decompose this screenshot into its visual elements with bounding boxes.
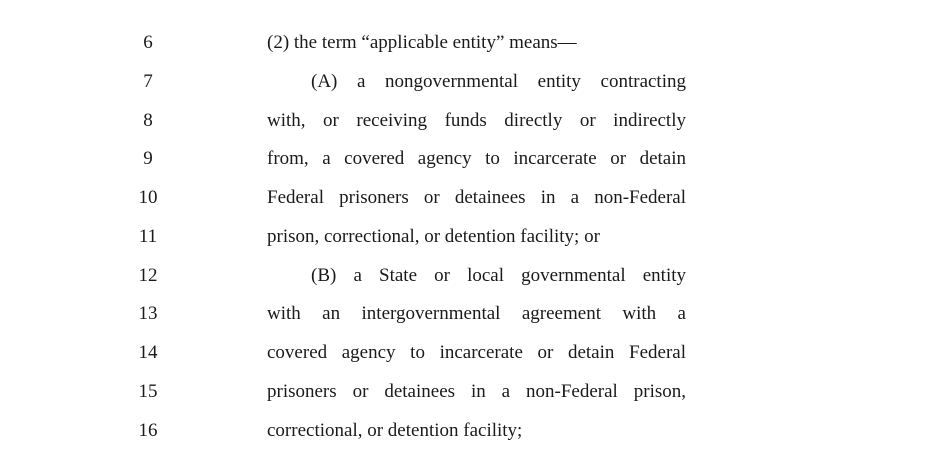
line-text: prisoners or detainees in a non-Federal prison, — [267, 381, 686, 402]
document-line — [0, 419, 931, 458]
line-text: prison, correctional, or detention facility; or — [267, 226, 600, 247]
document-line — [0, 186, 931, 225]
line-number: 8 — [143, 110, 153, 131]
line-number: 7 — [143, 71, 153, 92]
line-number: 11 — [138, 226, 158, 247]
line-number: 14 — [138, 342, 158, 363]
line-number: 16 — [138, 420, 158, 441]
document-line — [0, 302, 931, 341]
document-line — [0, 225, 931, 264]
line-text: (B) a State or local governmental entity — [311, 265, 686, 286]
document-line — [0, 341, 931, 380]
line-number: 6 — [143, 32, 153, 53]
line-text: (2) the term “applicable entity” means— — [267, 32, 577, 53]
line-text: with, or receiving funds directly or indirectly — [267, 110, 686, 131]
line-text: with an intergovernmental agreement with a — [267, 303, 686, 324]
document-line — [0, 147, 931, 186]
line-text: covered agency to incarcerate or detain Federal — [267, 342, 686, 363]
document-line — [0, 31, 931, 70]
line-number: 9 — [143, 148, 153, 169]
document-line — [0, 109, 931, 148]
document-line — [0, 70, 931, 109]
line-number: 10 — [138, 187, 158, 208]
line-number: 13 — [138, 303, 158, 324]
line-number: 15 — [138, 381, 158, 402]
line-text: correctional, or detention facility; — [267, 420, 523, 441]
document-line — [0, 264, 931, 303]
line-text: (A) a nongovernmental entity contracting — [311, 71, 686, 92]
line-text: from, a covered agency to incarcerate or detain — [267, 148, 686, 169]
line-number: 12 — [138, 265, 158, 286]
document-line — [0, 380, 931, 419]
line-text: Federal prisoners or detainees in a non-Federal — [267, 187, 686, 208]
